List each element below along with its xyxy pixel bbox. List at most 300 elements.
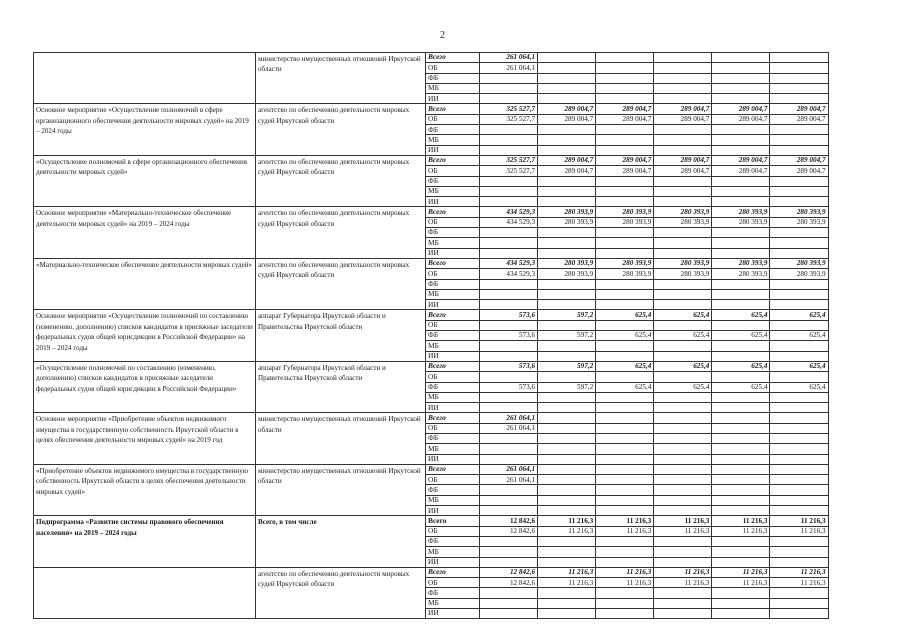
amount-cell xyxy=(770,485,828,495)
amount-cell xyxy=(770,94,828,104)
amount-cell: 597,2 xyxy=(538,382,596,392)
amount-cell xyxy=(770,125,828,135)
amount-cell xyxy=(538,536,596,546)
amount-cell xyxy=(538,53,596,63)
amount-cell xyxy=(770,289,828,299)
amount-cell xyxy=(654,351,712,361)
amount-cell xyxy=(480,433,538,443)
amount-cell xyxy=(480,228,538,238)
amount-cell: 280 393,9 xyxy=(770,217,828,227)
amount-cell xyxy=(654,475,712,485)
amount-cell xyxy=(538,94,596,104)
amount-cell: 289 004,7 xyxy=(770,114,828,124)
amount-cell xyxy=(770,598,828,608)
amount-cell: 289 004,7 xyxy=(596,155,654,165)
table-row xyxy=(34,104,829,114)
amount-cell xyxy=(654,454,712,464)
amount-cell: 289 004,7 xyxy=(538,166,596,176)
amount-cell: 11 216,3 xyxy=(538,567,596,577)
table-row xyxy=(34,361,829,371)
amount-cell: 289 004,7 xyxy=(712,104,770,114)
amount-cell xyxy=(538,73,596,83)
amount-cell xyxy=(712,186,770,196)
amount-cell xyxy=(596,609,654,619)
amount-cell xyxy=(654,423,712,433)
activity-description: Подпрограмма «Развитие системы правового обеспечения населения» на 2019 – 2024 годы xyxy=(34,516,256,567)
amount-cell: 261 064,1 xyxy=(480,53,538,63)
funding-source: Всего xyxy=(426,567,480,577)
amount-cell xyxy=(596,413,654,423)
amount-cell xyxy=(770,135,828,145)
funding-source: ОБ xyxy=(426,526,480,536)
amount-cell xyxy=(596,598,654,608)
amount-cell: 625,4 xyxy=(712,331,770,341)
amount-cell xyxy=(596,73,654,83)
amount-cell xyxy=(654,372,712,382)
amount-cell xyxy=(770,320,828,330)
funding-source: ИИ xyxy=(426,300,480,310)
amount-cell xyxy=(596,228,654,238)
responsible-executor: агентство по обеспечению деятельности мировых судей Иркутской области xyxy=(256,258,426,309)
amount-cell xyxy=(712,248,770,258)
amount-cell xyxy=(712,506,770,516)
amount-cell: 261 064,1 xyxy=(480,423,538,433)
amount-cell xyxy=(712,547,770,557)
amount-cell xyxy=(538,475,596,485)
amount-cell xyxy=(538,186,596,196)
amount-cell: 625,4 xyxy=(596,361,654,371)
amount-cell xyxy=(538,125,596,135)
amount-cell xyxy=(654,125,712,135)
funding-source: ОБ xyxy=(426,217,480,227)
amount-cell xyxy=(770,464,828,474)
activity-description xyxy=(34,53,256,104)
amount-cell xyxy=(770,609,828,619)
amount-cell xyxy=(654,536,712,546)
funding-source: Всего xyxy=(426,207,480,217)
amount-cell xyxy=(596,444,654,454)
amount-cell: 625,4 xyxy=(770,361,828,371)
funding-source: ОБ xyxy=(426,269,480,279)
amount-cell xyxy=(596,186,654,196)
funding-source: ФБ xyxy=(426,331,480,341)
amount-cell xyxy=(712,598,770,608)
budget-table xyxy=(33,52,829,619)
amount-cell xyxy=(480,403,538,413)
amount-cell: 11 216,3 xyxy=(770,578,828,588)
activity-description: «Осуществление полномочий в сфере организационного обеспечения деятельности мировых судей» xyxy=(34,155,256,206)
amount-cell xyxy=(770,248,828,258)
amount-cell: 625,4 xyxy=(596,331,654,341)
amount-cell: 11 216,3 xyxy=(538,516,596,526)
funding-source: МБ xyxy=(426,186,480,196)
amount-cell xyxy=(712,320,770,330)
amount-cell xyxy=(480,341,538,351)
amount-cell xyxy=(480,392,538,402)
amount-cell: 625,4 xyxy=(712,361,770,371)
amount-cell xyxy=(538,454,596,464)
amount-cell: 325 527,7 xyxy=(480,114,538,124)
amount-cell xyxy=(596,454,654,464)
amount-cell: 289 004,7 xyxy=(596,166,654,176)
amount-cell xyxy=(770,351,828,361)
amount-cell xyxy=(480,73,538,83)
amount-cell: 289 004,7 xyxy=(654,166,712,176)
amount-cell xyxy=(596,238,654,248)
amount-cell xyxy=(596,547,654,557)
amount-cell: 280 393,9 xyxy=(596,207,654,217)
amount-cell xyxy=(538,320,596,330)
amount-cell xyxy=(712,403,770,413)
amount-cell xyxy=(538,279,596,289)
amount-cell xyxy=(712,63,770,73)
funding-source: ОБ xyxy=(426,114,480,124)
amount-cell xyxy=(480,372,538,382)
amount-cell: 325 527,7 xyxy=(480,155,538,165)
amount-cell xyxy=(770,300,828,310)
amount-cell xyxy=(712,433,770,443)
amount-cell xyxy=(712,176,770,186)
amount-cell xyxy=(538,588,596,598)
amount-cell xyxy=(480,506,538,516)
amount-cell: 11 216,3 xyxy=(538,526,596,536)
amount-cell: 573,6 xyxy=(480,361,538,371)
amount-cell xyxy=(654,94,712,104)
funding-source: ОБ xyxy=(426,372,480,382)
amount-cell: 289 004,7 xyxy=(770,155,828,165)
funding-source: ИИ xyxy=(426,609,480,619)
amount-cell xyxy=(596,279,654,289)
table-row xyxy=(34,258,829,268)
funding-source: Всего xyxy=(426,413,480,423)
amount-cell: 625,4 xyxy=(770,310,828,320)
amount-cell xyxy=(770,433,828,443)
amount-cell xyxy=(712,609,770,619)
activity-description: Основное мероприятие «Приобретение объектов недвижимого имущества в государственную собственность Иркутской области в целях обеспечения деятельности мировых судей» на 2019 год xyxy=(34,413,256,464)
amount-cell xyxy=(538,228,596,238)
amount-cell xyxy=(538,238,596,248)
amount-cell: 280 393,9 xyxy=(538,207,596,217)
amount-cell xyxy=(770,186,828,196)
activity-description: «Осуществление полномочий по составлению (изменению, дополнению) списков кандидатов в присяжные заседатели федеральных судов общей юрисдикции в Российской Федерации» xyxy=(34,361,256,412)
amount-cell xyxy=(480,351,538,361)
amount-cell xyxy=(712,125,770,135)
amount-cell xyxy=(770,83,828,93)
amount-cell xyxy=(712,289,770,299)
funding-source: ИИ xyxy=(426,403,480,413)
amount-cell xyxy=(538,598,596,608)
amount-cell: 11 216,3 xyxy=(654,516,712,526)
amount-cell xyxy=(596,145,654,155)
funding-source: Всего xyxy=(426,310,480,320)
funding-source: ФБ xyxy=(426,382,480,392)
amount-cell xyxy=(654,83,712,93)
funding-source: ИИ xyxy=(426,557,480,567)
amount-cell xyxy=(538,403,596,413)
amount-cell xyxy=(770,279,828,289)
amount-cell xyxy=(654,53,712,63)
amount-cell xyxy=(596,53,654,63)
amount-cell xyxy=(770,506,828,516)
amount-cell xyxy=(480,454,538,464)
amount-cell xyxy=(770,536,828,546)
amount-cell: 289 004,7 xyxy=(770,166,828,176)
amount-cell: 289 004,7 xyxy=(538,104,596,114)
amount-cell xyxy=(712,475,770,485)
responsible-executor: министерство имущественных отношений Иркутской области xyxy=(256,413,426,464)
table-row xyxy=(34,567,829,577)
funding-source: Всего xyxy=(426,104,480,114)
amount-cell: 289 004,7 xyxy=(538,155,596,165)
funding-source: МБ xyxy=(426,495,480,505)
amount-cell xyxy=(654,238,712,248)
amount-cell xyxy=(538,444,596,454)
responsible-executor: агентство по обеспечению деятельности мировых судей Иркутской области xyxy=(256,155,426,206)
amount-cell xyxy=(538,135,596,145)
amount-cell: 280 393,9 xyxy=(654,207,712,217)
funding-source: ОБ xyxy=(426,320,480,330)
amount-cell: 573,6 xyxy=(480,310,538,320)
amount-cell xyxy=(654,300,712,310)
amount-cell: 289 004,7 xyxy=(712,114,770,124)
amount-cell xyxy=(654,186,712,196)
amount-cell xyxy=(654,392,712,402)
amount-cell xyxy=(538,351,596,361)
amount-cell xyxy=(712,300,770,310)
amount-cell xyxy=(480,176,538,186)
funding-source: ИИ xyxy=(426,351,480,361)
funding-source: ФБ xyxy=(426,279,480,289)
activity-description: «Материально-техническое обеспечение деятельности мировых судей» xyxy=(34,258,256,309)
amount-cell xyxy=(770,454,828,464)
amount-cell xyxy=(770,413,828,423)
amount-cell: 280 393,9 xyxy=(596,269,654,279)
table-row xyxy=(34,413,829,423)
amount-cell xyxy=(538,413,596,423)
amount-cell: 280 393,9 xyxy=(770,269,828,279)
amount-cell xyxy=(480,485,538,495)
amount-cell xyxy=(480,135,538,145)
amount-cell xyxy=(770,557,828,567)
amount-cell xyxy=(770,341,828,351)
amount-cell xyxy=(770,547,828,557)
table-row xyxy=(34,516,829,526)
amount-cell xyxy=(712,392,770,402)
amount-cell xyxy=(654,547,712,557)
amount-cell: 434 529,3 xyxy=(480,258,538,268)
amount-cell xyxy=(654,557,712,567)
amount-cell xyxy=(538,423,596,433)
amount-cell: 434 529,3 xyxy=(480,207,538,217)
funding-source: ИИ xyxy=(426,145,480,155)
activity-description: Основное мероприятие «Материально-техническое обеспечение деятельности мировых судей» на 2019 – 2024 годы xyxy=(34,207,256,258)
amount-cell xyxy=(654,320,712,330)
amount-cell xyxy=(712,444,770,454)
amount-cell xyxy=(596,83,654,93)
amount-cell xyxy=(596,403,654,413)
responsible-executor: аппарат Губернатора Иркутской области и Правительства Иркутской области xyxy=(256,310,426,361)
funding-source: Всего xyxy=(426,464,480,474)
amount-cell: 12 842,6 xyxy=(480,578,538,588)
funding-source: ИИ xyxy=(426,248,480,258)
amount-cell xyxy=(712,413,770,423)
amount-cell xyxy=(538,495,596,505)
amount-cell xyxy=(480,186,538,196)
amount-cell xyxy=(538,176,596,186)
funding-source: Всего xyxy=(426,155,480,165)
funding-source: ОБ xyxy=(426,423,480,433)
funding-source: ИИ xyxy=(426,506,480,516)
amount-cell xyxy=(480,588,538,598)
amount-cell xyxy=(480,557,538,567)
amount-cell xyxy=(654,495,712,505)
amount-cell xyxy=(712,279,770,289)
amount-cell xyxy=(538,609,596,619)
funding-source: ОБ xyxy=(426,578,480,588)
funding-source: МБ xyxy=(426,135,480,145)
funding-source: ФБ xyxy=(426,433,480,443)
amount-cell: 625,4 xyxy=(596,310,654,320)
amount-cell: 280 393,9 xyxy=(596,217,654,227)
amount-cell: 11 216,3 xyxy=(770,567,828,577)
amount-cell xyxy=(538,372,596,382)
activity-description: Основное мероприятие «Осуществление полномочий по составлению (изменению, дополнению) списков кандидатов в присяжные заседатели федеральных судов общей юрисдикции в Российской Федерации» на 2019 – 2024 годы xyxy=(34,310,256,361)
amount-cell: 11 216,3 xyxy=(596,526,654,536)
amount-cell: 261 064,1 xyxy=(480,464,538,474)
amount-cell: 11 216,3 xyxy=(538,578,596,588)
amount-cell xyxy=(480,83,538,93)
amount-cell xyxy=(654,279,712,289)
amount-cell xyxy=(538,392,596,402)
amount-cell: 573,6 xyxy=(480,382,538,392)
amount-cell: 280 393,9 xyxy=(596,258,654,268)
amount-cell xyxy=(596,495,654,505)
responsible-executor: аппарат Губернатора Иркутской области и Правительства Иркутской области xyxy=(256,361,426,412)
amount-cell xyxy=(712,94,770,104)
amount-cell xyxy=(770,423,828,433)
funding-source: Всего xyxy=(426,361,480,371)
amount-cell xyxy=(480,145,538,155)
amount-cell: 11 216,3 xyxy=(712,516,770,526)
amount-cell: 625,4 xyxy=(654,382,712,392)
amount-cell xyxy=(480,289,538,299)
amount-cell xyxy=(596,351,654,361)
amount-cell xyxy=(596,289,654,299)
amount-cell: 11 216,3 xyxy=(654,578,712,588)
funding-source: ФБ xyxy=(426,485,480,495)
funding-source: МБ xyxy=(426,547,480,557)
funding-source: ОБ xyxy=(426,166,480,176)
amount-cell: 289 004,7 xyxy=(538,114,596,124)
responsible-executor: агентство по обеспечению деятельности мировых судей Иркутской области xyxy=(256,104,426,155)
amount-cell: 289 004,7 xyxy=(654,155,712,165)
responsible-executor: агентство по обеспечению деятельности мировых судей Иркутской области xyxy=(256,207,426,258)
responsible-executor: министерство имущественных отношений Иркутской области xyxy=(256,464,426,515)
amount-cell xyxy=(654,197,712,207)
amount-cell: 280 393,9 xyxy=(712,207,770,217)
funding-source: МБ xyxy=(426,238,480,248)
amount-cell: 280 393,9 xyxy=(654,217,712,227)
amount-cell xyxy=(712,341,770,351)
amount-cell: 11 216,3 xyxy=(654,567,712,577)
amount-cell xyxy=(770,495,828,505)
funding-source: МБ xyxy=(426,392,480,402)
amount-cell: 280 393,9 xyxy=(654,269,712,279)
amount-cell xyxy=(770,73,828,83)
amount-cell xyxy=(538,145,596,155)
funding-source: Всего xyxy=(426,258,480,268)
amount-cell xyxy=(654,73,712,83)
table-row xyxy=(34,53,829,63)
amount-cell xyxy=(596,557,654,567)
amount-cell xyxy=(538,197,596,207)
amount-cell xyxy=(596,506,654,516)
amount-cell xyxy=(654,413,712,423)
funding-source: ФБ xyxy=(426,125,480,135)
amount-cell: 280 393,9 xyxy=(770,258,828,268)
amount-cell: 280 393,9 xyxy=(654,258,712,268)
amount-cell: 625,4 xyxy=(654,361,712,371)
funding-source: МБ xyxy=(426,598,480,608)
amount-cell: 11 216,3 xyxy=(654,526,712,536)
funding-source: ОБ xyxy=(426,63,480,73)
amount-cell xyxy=(654,135,712,145)
amount-cell: 325 527,7 xyxy=(480,104,538,114)
amount-cell xyxy=(596,392,654,402)
amount-cell xyxy=(770,403,828,413)
amount-cell xyxy=(770,176,828,186)
amount-cell: 261 064,1 xyxy=(480,475,538,485)
responsible-executor: министерство имущественных отношений Иркутской области xyxy=(256,53,426,104)
amount-cell: 289 004,7 xyxy=(770,104,828,114)
amount-cell xyxy=(596,433,654,443)
amount-cell xyxy=(712,238,770,248)
amount-cell xyxy=(654,588,712,598)
amount-cell xyxy=(770,372,828,382)
amount-cell xyxy=(538,506,596,516)
activity-description: Основное мероприятие «Осуществление полномочий в сфере организационного обеспечения деятельности мировых судей» на 2019 – 2024 годы xyxy=(34,104,256,155)
activity-description xyxy=(34,567,256,618)
amount-cell xyxy=(712,351,770,361)
amount-cell xyxy=(480,238,538,248)
amount-cell xyxy=(538,485,596,495)
amount-cell xyxy=(654,228,712,238)
amount-cell xyxy=(596,588,654,598)
table-row xyxy=(34,464,829,474)
amount-cell xyxy=(712,73,770,83)
amount-cell: 434 529,3 xyxy=(480,269,538,279)
amount-cell xyxy=(596,475,654,485)
amount-cell: 597,2 xyxy=(538,361,596,371)
amount-cell xyxy=(654,145,712,155)
amount-cell: 289 004,7 xyxy=(712,155,770,165)
amount-cell: 625,4 xyxy=(596,382,654,392)
amount-cell xyxy=(480,495,538,505)
funding-source: ОБ xyxy=(426,475,480,485)
amount-cell xyxy=(654,403,712,413)
amount-cell xyxy=(538,557,596,567)
amount-cell xyxy=(596,197,654,207)
funding-source: ФБ xyxy=(426,536,480,546)
amount-cell xyxy=(596,464,654,474)
amount-cell: 280 393,9 xyxy=(538,269,596,279)
amount-cell xyxy=(654,176,712,186)
amount-cell xyxy=(596,341,654,351)
amount-cell xyxy=(480,598,538,608)
amount-cell xyxy=(712,485,770,495)
amount-cell: 12 842,6 xyxy=(480,516,538,526)
amount-cell: 12 842,6 xyxy=(480,526,538,536)
